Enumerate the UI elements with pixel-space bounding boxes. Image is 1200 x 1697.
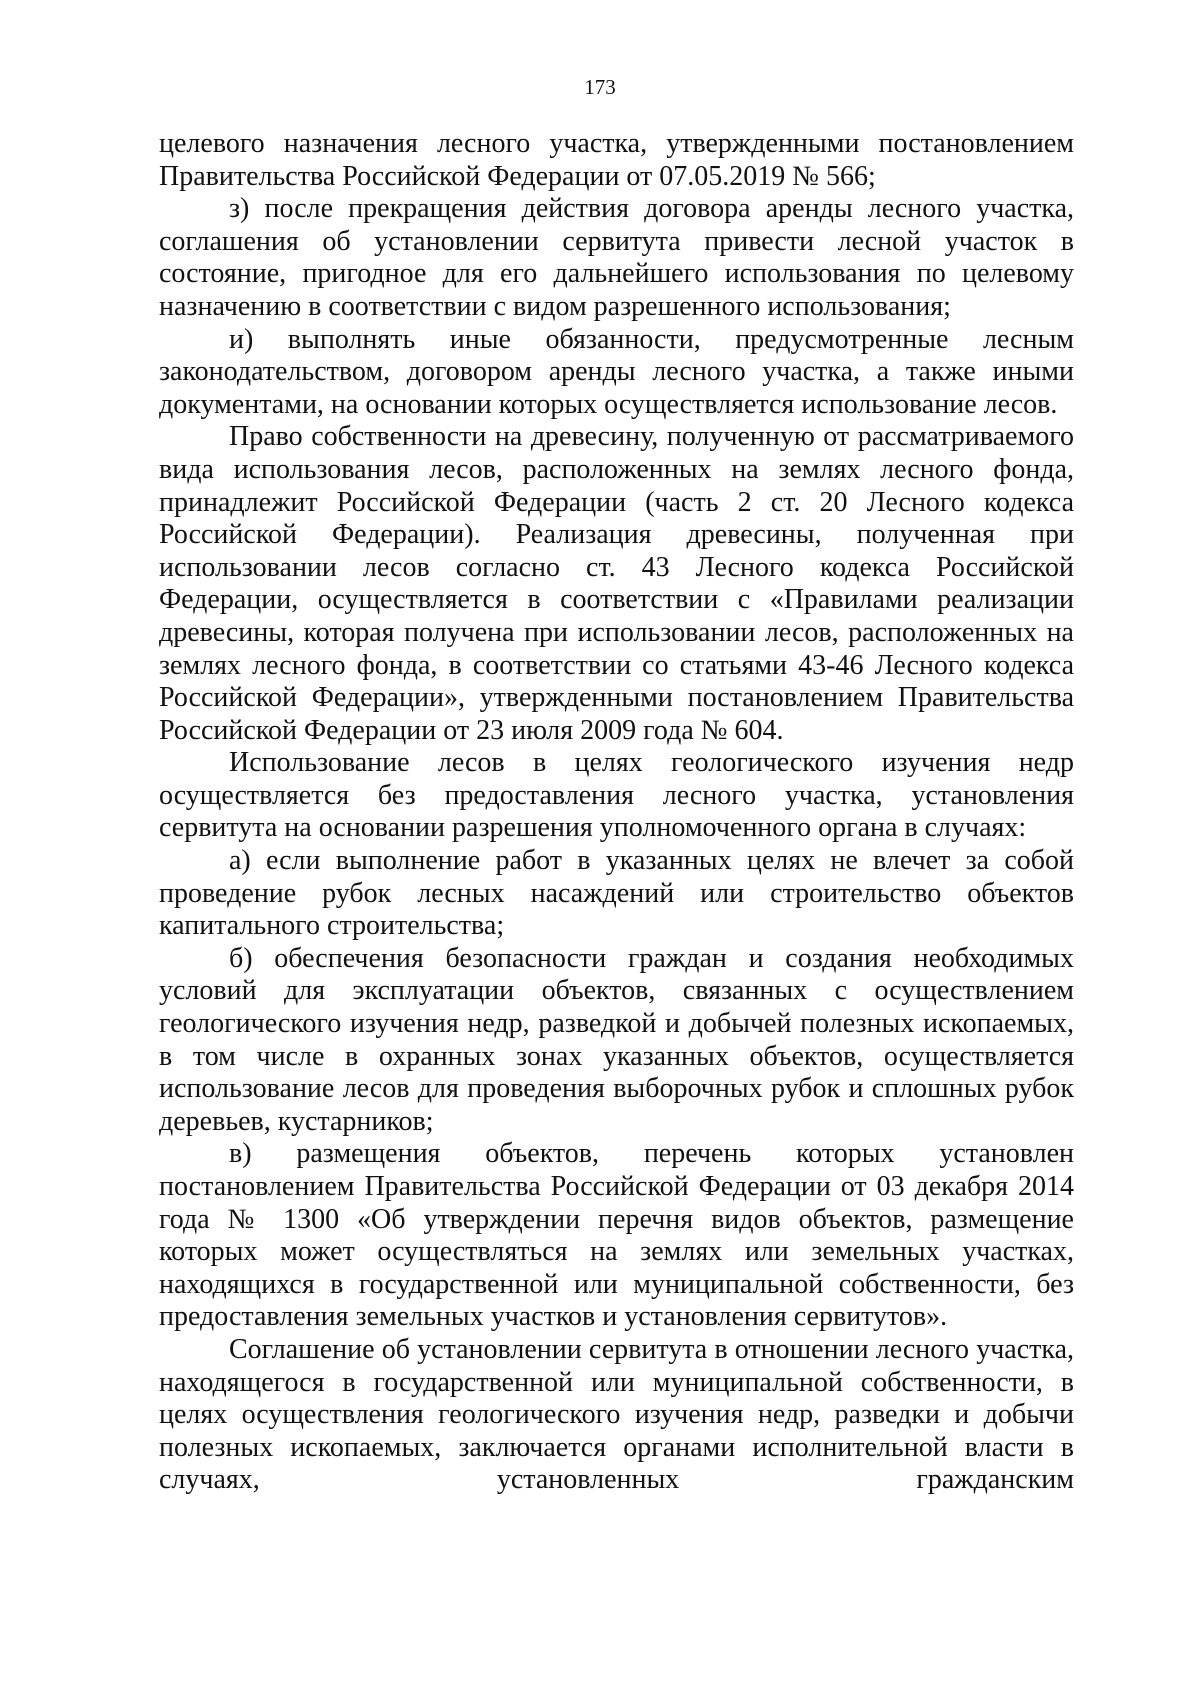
paragraph-wood-ownership: Право собственности на древесину, полученную от рассматриваемого вида использования лесов, расположенных на землях лесного фонда, принадлежит Российской Федерации (часть 2 ст. 20 Лесного кодекса Российской Федерации). Реализация древесины, полученная при использовании лесов согласно ст. 43 Лесного кодекса Российской Федерации, осуществляется в соответствии с «Правилами реализации древесины, которая получена при использовании лесов, расположенных на землях лесного фонда, в соответствии со статьями 43-46 Лесного кодекса Российской Федерации», утвержденными постановлением Правительства Российской Федерации от 23 июля 2009 года № 604.: [159, 421, 1074, 746]
page-number: 173: [584, 75, 616, 99]
paragraph-geological-study: Использование лесов в целях геологического изучения недр осуществляется без предоставления лесного участка, установления сервитута на основании разрешения уполномоченного органа в случаях:: [159, 747, 1074, 844]
paragraph-item-b: б) обеспечения безопасности граждан и создания необходимых условий для эксплуатации объектов, связанных с осуществлением геологического изучения недр, разведкой и добычей полезных ископаемых, в том числе в охранных зонах указанных объектов, осуществляется использование лесов для проведения выборочных рубок и сплошных рубок деревьев, кустарников;: [159, 942, 1074, 1137]
paragraph-item-z: з) после прекращения действия договора аренды лесного участка, соглашения об установлении сервитута привести лесной участок в состояние, пригодное для его дальнейшего использования по целевому назначению в соответствии с видом разрешенного использования;: [159, 193, 1074, 322]
paragraph-item-i: и) выполнять иные обязанности, предусмотренные лесным законодательством, договором аренды лесного участка, а также иными документами, на основании которых осуществляется использование лесов.: [159, 323, 1074, 420]
document-body: [159, 128, 1074, 1497]
paragraph-item-v: в) размещения объектов, перечень которых установлен постановлением Правительства Российской Федерации от 03 декабря 2014 года № 1300 «Об утверждении перечня видов объектов, размещение которых может осуществляться на землях или земельных участках, находящихся в государственной или муниципальной собственности, без предоставления земельных участков и установления сервитутов».: [159, 1138, 1074, 1333]
paragraph-item-a: а) если выполнение работ в указанных целях не влечет за собой проведение рубок лесных насаждений или строительство объектов капитального строительства;: [159, 845, 1074, 942]
paragraph-continuation: целевого назначения лесного участка, утвержденными постановлением Правительства Российской Федерации от 07.05.2019 № 566;: [159, 128, 1074, 192]
paragraph-servitude-agreement: Соглашение об установлении сервитута в отношении лесного участка, находящегося в государственной или муниципальной собственности, в целях осуществления геологического изучения недр, разведки и добычи полезных ископаемых, заключается органами исполнительной власти в случаях, установленных гражданским: [159, 1333, 1074, 1496]
